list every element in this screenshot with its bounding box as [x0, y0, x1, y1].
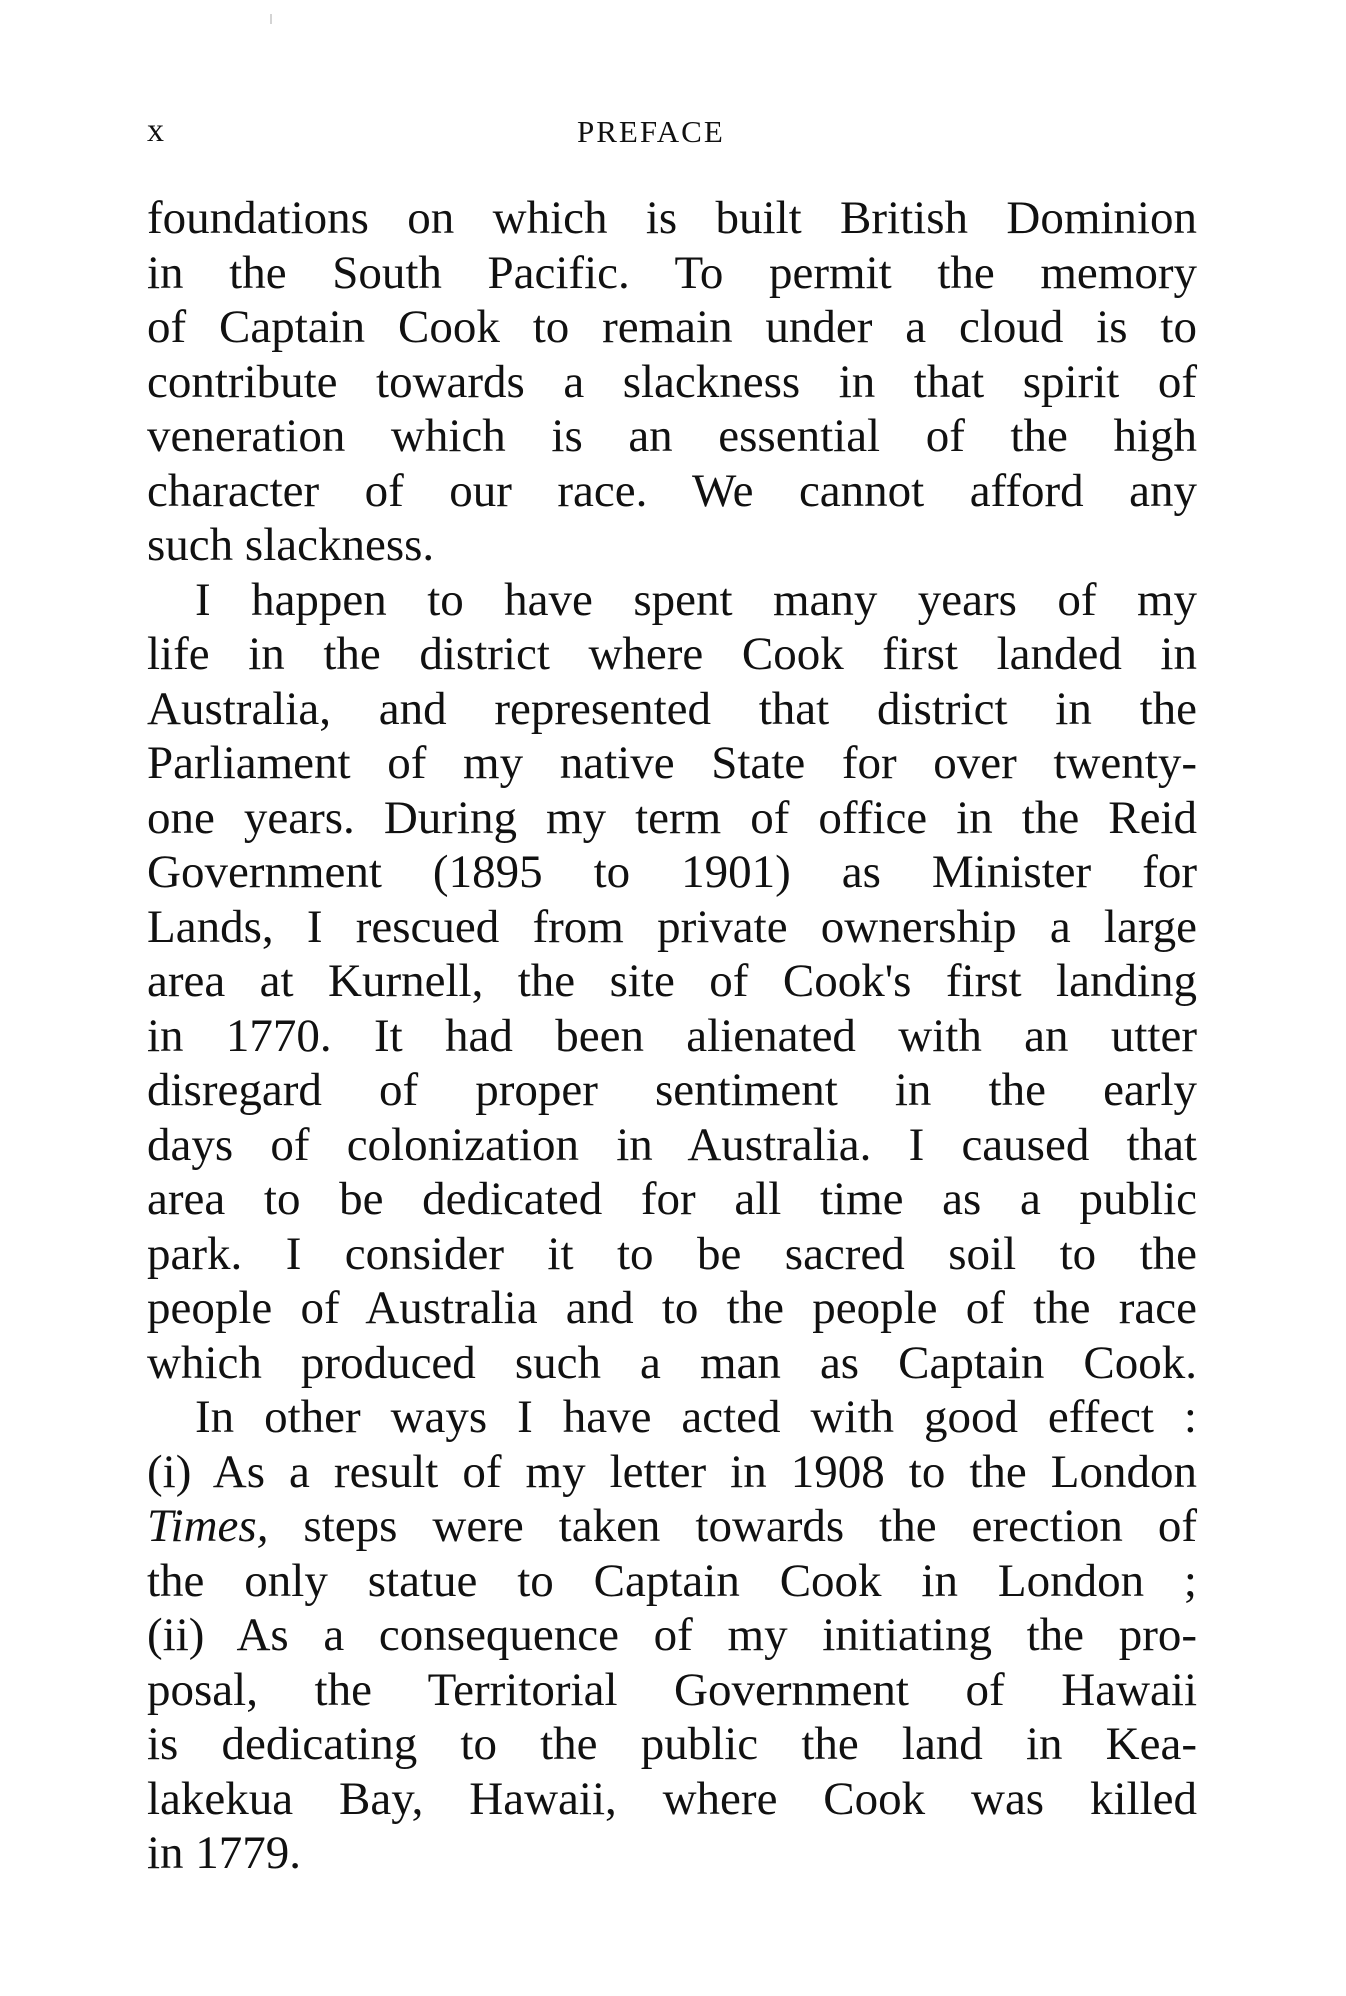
text-line: in 1779.: [147, 1827, 302, 1879]
text-line: is dedicating to the public the land in Kea-: [147, 1718, 1197, 1770]
text-line: lakekua Bay, Hawaii, where Cook was killed: [147, 1772, 1197, 1825]
text-line: people of Australia and to the people of the race: [147, 1282, 1197, 1334]
text-line: In other ways I have acted with good effect :: [195, 1391, 1197, 1443]
text-line: the only statue to Captain Cook in London ;: [147, 1554, 1197, 1607]
text-line: Government (1895 to 1901) as Minister for: [147, 846, 1197, 898]
text-line: contribute towards a slackness in that spirit of: [147, 355, 1197, 408]
text-line: one years. During my term of office in the Reid: [147, 791, 1197, 844]
text-line: area to be dedicated for all time as a public: [147, 1173, 1197, 1225]
text-line: park. I consider it to be sacred soil to the: [147, 1227, 1197, 1280]
text-line: Lands, I rescued from private ownership a large: [147, 900, 1197, 953]
text-line: posal, the Territorial Government of Hawaii: [147, 1663, 1197, 1716]
body-text: [147, 191, 1197, 1881]
page-number: x: [147, 112, 165, 149]
paper-speck: [270, 14, 272, 24]
text-line: in 1770. It had been alienated with an utter: [147, 1009, 1197, 1062]
text-line: days of colonization in Australia. I caused that: [147, 1118, 1197, 1171]
text-line: life in the district where Cook first landed in: [147, 628, 1197, 680]
running-head-title: PREFACE: [577, 114, 725, 149]
italic-title: Times,: [147, 1500, 269, 1552]
text-line-rest: steps were taken towards the erection of: [268, 1500, 1197, 1552]
text-line-italic-start: [147, 1499, 1197, 1554]
text-line: (i) As a result of my letter in 1908 to the London: [147, 1445, 1197, 1498]
text-line: which produced such a man as Captain Cook.: [147, 1336, 1197, 1389]
text-line: such slackness.: [147, 519, 435, 571]
text-line: area at Kurnell, the site of Cook's first landing: [147, 955, 1197, 1007]
text-line: in the South Pacific. To permit the memory: [147, 246, 1197, 299]
text-line: I happen to have spent many years of my: [195, 573, 1197, 626]
text-line: Parliament of my native State for over twenty-: [147, 737, 1197, 789]
text-line: of Captain Cook to remain under a cloud is to: [147, 301, 1197, 353]
text-line: veneration which is an essential of the high: [147, 410, 1197, 462]
running-head: [147, 112, 1197, 152]
text-line: disregard of proper sentiment in the early: [147, 1064, 1197, 1116]
text-line: (ii) As a consequence of my initiating the pro-: [147, 1609, 1197, 1661]
text-line: Australia, and represented that district in the: [147, 682, 1197, 735]
text-line: character of our race. We cannot afford any: [147, 464, 1197, 517]
text-line: foundations on which is built British Dominion: [147, 192, 1197, 244]
